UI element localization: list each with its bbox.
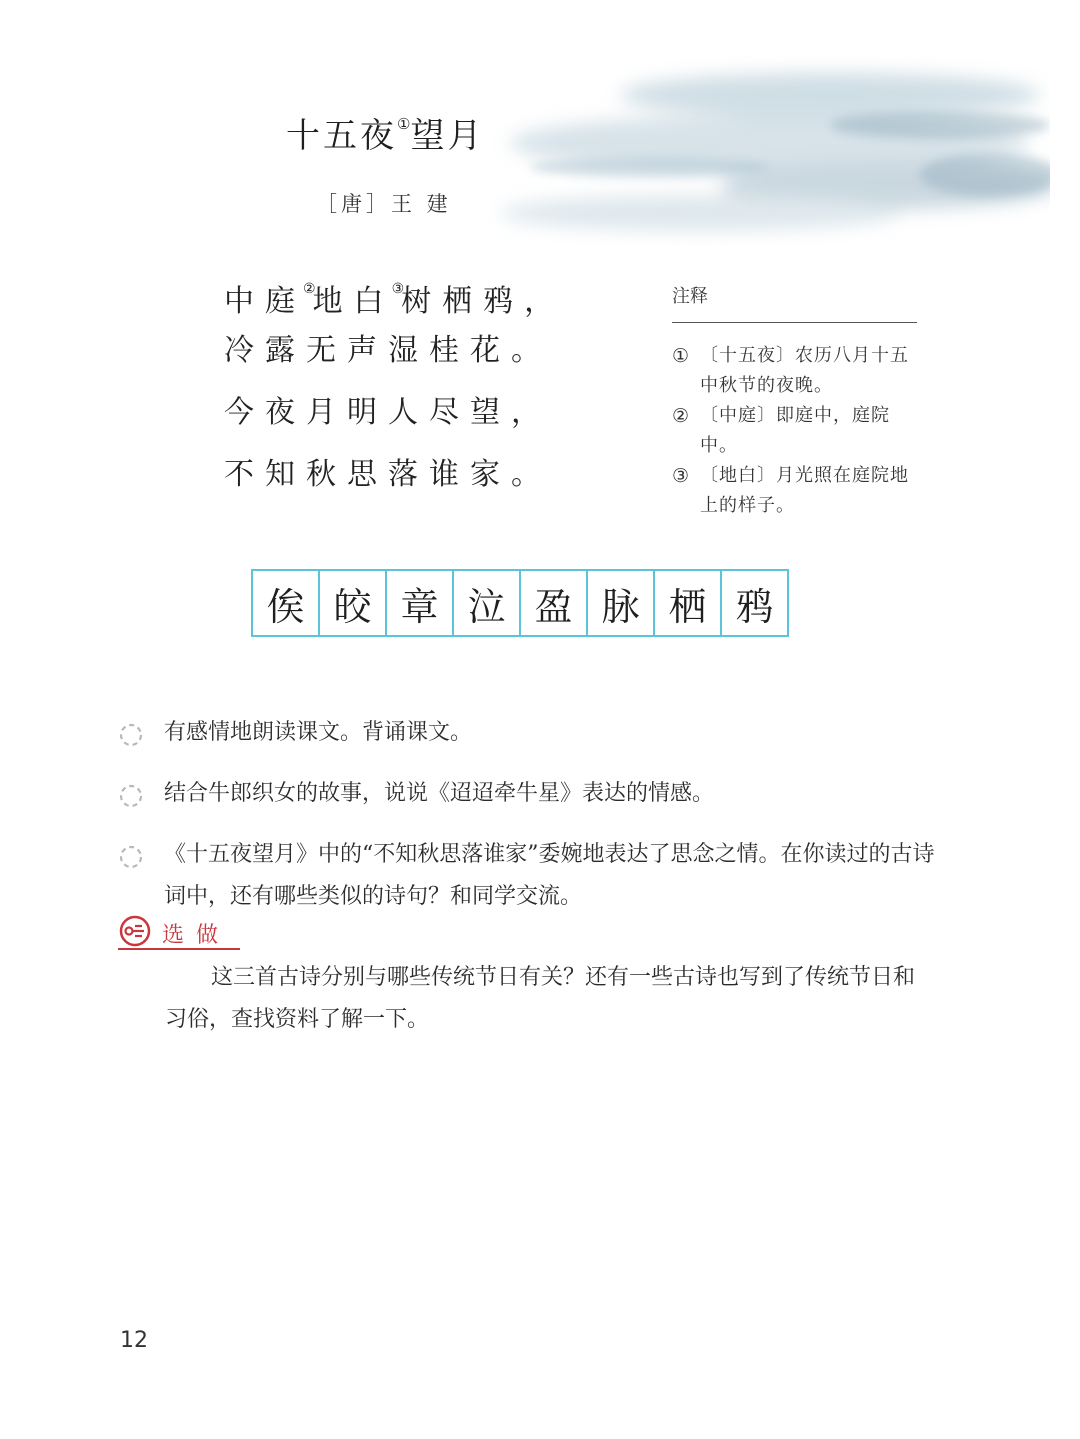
- character-cell: 栖: [655, 571, 722, 635]
- character-cell: 俟: [253, 571, 320, 635]
- character-cell: 盈: [521, 571, 588, 635]
- annotation-text: 〔地白〕月光照在庭院地上的样子。: [700, 465, 909, 516]
- optional-task-icon: [118, 914, 152, 952]
- annotations-heading: 注释: [672, 282, 917, 323]
- annotation-item: [672, 401, 917, 461]
- poem-title-main: 十五夜: [286, 116, 397, 156]
- note-marker-3: ③: [391, 281, 405, 297]
- poem-body: [224, 258, 584, 506]
- annotation-number: ①: [672, 345, 691, 367]
- character-cell: 脉: [588, 571, 655, 635]
- poem-line-3: 今夜月明人尽望，: [224, 395, 552, 430]
- annotation-text: 〔十五夜〕农历八月十五中秋节的夜晚。: [700, 345, 909, 396]
- poem-title-rest: 望月: [410, 116, 485, 156]
- character-cell: 皎: [320, 571, 387, 635]
- exercise-item: [118, 712, 938, 763]
- annotation-item: [672, 461, 917, 521]
- poem-line-1-part-3: 树栖鸦，: [401, 284, 566, 319]
- poem-line-1-part-1: 中庭: [224, 284, 306, 319]
- annotation-number: ③: [672, 465, 691, 487]
- exercise-item: [118, 773, 938, 824]
- note-marker-2: ②: [303, 281, 316, 297]
- poem-line-2: 冷露无声湿桂花。: [224, 333, 552, 368]
- watercolor-sky-illustration: [470, 55, 1050, 245]
- poem-title: [286, 108, 484, 157]
- exercise-text: 《十五夜望月》中的“不知秋思落谁家”委婉地表达了思念之情。在你读过的古诗词中，还有哪些类似的诗句？和同学交流。: [164, 842, 935, 909]
- optional-task-underline: [118, 948, 240, 950]
- exercise-item: [118, 834, 938, 918]
- poem-line-1: [224, 258, 584, 320]
- optional-task-label: 选做: [162, 922, 231, 948]
- dashed-circle-icon: [118, 834, 164, 918]
- annotation-number: ②: [672, 405, 691, 427]
- poem-line-4: 不知秋思落谁家。: [224, 457, 552, 492]
- optional-task-header: [118, 914, 230, 952]
- character-cell: 泣: [454, 571, 521, 635]
- character-cell: 章: [387, 571, 454, 635]
- annotations-list: [672, 341, 917, 521]
- character-cell: 鸦: [735, 584, 774, 629]
- poem-author: ［唐］王 建: [316, 192, 452, 216]
- annotation-item: [672, 341, 917, 401]
- title-note-marker: ①: [397, 115, 411, 133]
- poem-line-1-part-2: 地白: [312, 284, 395, 319]
- dashed-circle-icon: [118, 712, 164, 763]
- annotation-text: 〔中庭〕即庭中，庭院中。: [700, 405, 890, 456]
- dashed-circle-icon: [118, 773, 164, 824]
- exercise-list: [118, 712, 938, 928]
- exercise-text: 有感情地朗读课文。背诵课文。: [164, 720, 473, 745]
- optional-task-text: 这三首古诗分别与哪些传统节日有关？还有一些古诗也写到了传统节日和习俗，查找资料了解一下。: [165, 965, 916, 1032]
- page-number: 12: [120, 1328, 148, 1353]
- vocabulary-character-grid: [251, 569, 789, 637]
- exercise-text: 结合牛郎织女的故事，说说《迢迢牵牛星》表达的情感。: [164, 781, 715, 806]
- annotations-panel: [672, 282, 917, 521]
